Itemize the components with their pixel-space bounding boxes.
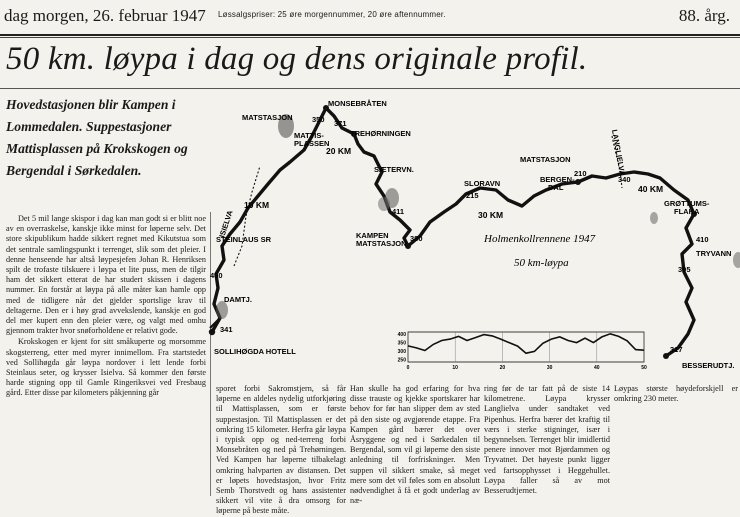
- profile-x-tick-label: 30: [546, 365, 553, 371]
- label-10km: 10 KM: [244, 200, 270, 210]
- paragraph: Krokskogen er kjent for sitt småkuperte og morsomme skogsterreng, etter med myrer innimellom. Fra startstedet ved Sollihøgda går løypa nordover i lett lende forbi Steinlaus seter, og krysser Isielva. Så kommer den første harde stigning opp til Gamle Ringeriksvei ved Fresbaug gård. Etter disse par kilometers påkjenning går: [6, 337, 206, 398]
- profile-x-tick-label: 50: [641, 365, 647, 371]
- elevation-label: 350: [312, 115, 325, 124]
- elevation-label: 400: [210, 271, 223, 280]
- profile-x-tick-label: 10: [452, 365, 458, 371]
- label-mattisplassen-2: PLASSEN: [294, 139, 330, 148]
- profile-x-tick-label: 0: [406, 365, 410, 371]
- profile-x-tick-label: 20: [499, 365, 506, 371]
- label-sollihogda: SOLLIHØGDA HOTELL: [214, 347, 296, 356]
- station-marker: [663, 353, 669, 359]
- profile-y-tick-label: 350: [397, 340, 406, 347]
- label-bergendal-2: DAL: [548, 183, 564, 192]
- elevation-label: 340: [618, 175, 631, 184]
- route-map: [208, 96, 740, 380]
- article-column-2: Han skulle ha god erfaring for hva disse trauste og kjekke sportskarer har behov for før han slipper dem av sted på den siste og avgjørende etappe. Fra Kampen gård bærer det over Åsryggene og ned i Sørkedalen til Bergendal, som vil gi løperne den siste anledning til forfriskninger. Men suppen vil sikkert smake, så meget mere som det vil føles som en absolutt nødvendighet å få et godt underlag av næ-: [350, 384, 480, 506]
- elevation-label: 410: [696, 235, 709, 244]
- lake-shape: [378, 197, 390, 211]
- profile-x-tick-label: 40: [594, 365, 600, 371]
- masthead-rule: [0, 37, 740, 38]
- elevation-label: 317: [670, 345, 683, 354]
- elevation-label: 380: [410, 234, 423, 243]
- profile-y-tick-label: 300: [397, 349, 406, 355]
- label-matstasjon-3: MATSTASJON: [520, 155, 571, 164]
- label-grottums-2: FLAKA: [674, 207, 700, 216]
- station-marker: [209, 329, 215, 335]
- label-40km: 40 KM: [638, 184, 664, 194]
- masthead-year: 88. årg.: [678, 6, 730, 25]
- label-steinlaus: STEINLAUS SR: [216, 235, 272, 244]
- elevation-label: 341: [220, 325, 233, 334]
- headline: 50 km. løypa i dag og dens originale profil.: [6, 41, 588, 77]
- label-matstasjon-1: MATSTASJON: [242, 113, 293, 122]
- paragraph: Det 5 mil lange skispor i dag kan man godt si er blitt noe av en overraskelse, kanskje ikke minst for løperne selv. Det store skipublikum hadde sikkert regnet med Kikutstua som det sentrale samlingspunkt i terrenget, slik som det pleier. I denne henseende har altså løypesjefen Johan R. Henriksen spilt de trofaste tilskuere i løypa et lite puss, men de tilgir ham det sikkert etterat de har studert skissen i dagens nummer. En forstår at løypa på alle måter kan hamle opp med de tidligere når det gjelder sportslige krav til deltagerne. Den er i høy grad avvekslende, kanskje en god del mer kupert enn den pleier være, og valgt med omhu gjennom trakter hvor snøforholdene er relativt gode.: [6, 214, 206, 336]
- map-title: Holmenkollrennene 1947: [484, 233, 596, 245]
- label-monsebraten: MONSEBRÅTEN: [328, 99, 387, 108]
- elevation-label: 395: [678, 265, 691, 274]
- river-line: [234, 166, 260, 266]
- label-30km: 30 KM: [478, 210, 504, 220]
- profile-y-tick-label: 250: [397, 357, 406, 364]
- label-saetervn: SÆTERVN.: [374, 165, 414, 174]
- station-marker: [575, 179, 581, 185]
- elevation-label: 210: [574, 169, 587, 178]
- label-damtj: DAMTJ.: [224, 295, 252, 304]
- label-matstasjon-2: MATSTASJON: [356, 239, 407, 248]
- label-mattisplassen-1: MATTIS-: [294, 131, 324, 140]
- label-20km: 20 KM: [326, 146, 352, 156]
- map-subtitle: 50 km-løypa: [514, 257, 569, 269]
- elevation-label: 371: [334, 119, 347, 128]
- label-besserudtj: BESSERUDTJ.: [682, 361, 735, 370]
- elevation-label: 215: [466, 191, 479, 200]
- label-bergendal-1: BERGEN-: [540, 175, 575, 184]
- lake-shape: [650, 212, 658, 224]
- label-langlielva: LANGLIELVA: [610, 128, 628, 177]
- profile-y-tick-label: 400: [397, 332, 406, 338]
- label-isielva: ISIELVA: [217, 209, 235, 239]
- headline-rule: [0, 88, 740, 89]
- label-tryvann: TRYVANN: [696, 249, 732, 258]
- elevation-label: 411: [392, 207, 405, 216]
- subheadline: Hovedstasjonen blir Kampen i Lommedalen. Suppestasjoner Mattisplassen på Krokskogen og Bergendal i Sørkedalen.: [6, 97, 188, 178]
- article-column-3: ring før de tar fatt på de siste 14 kilometrene. Løypa krysser Langlielva under sandtaket ved Pipenhus. Herfra bærer det kraftig til værs i sterke stigninger, især i begynnelsen. Terrenget blir imidlertid penere innover mot Bjørdammen og Tryvatnet. Det høyeste punkt ligger ved fartsopphysset i Heggehullet. Løypa faller så av mot Besserudtjernet.: [484, 384, 610, 496]
- article-column-1: sporet forbi Sakromstjern, så får løperne en aldeles nydelig utforkjøring til Mattisplassen, som er første suppestasjon. Til Mattisplassen er det omkring 15 kilometer. Herfra går løypa i typisk opp og ned-terreng forbi Monsebråten og ned på Trehørningen. Ved Kampen har løperne tilbakelagt omkring halvparten av distansen. Det er løpets hovedstasjon, hvor Fritz Semb Thorstvedt og hans assistenter sikkert vil vite å dra omsorg for løperne på beste måte.: [216, 384, 346, 516]
- masthead-prices: Løssalgspriser: 25 øre morgennummer, 20 øre aftennummer.: [218, 10, 446, 19]
- article-column-4: Løypas største høydeforskjell er omkring 230 meter.: [614, 384, 738, 404]
- article-body-left: [6, 214, 206, 400]
- elevation-profile: [398, 332, 647, 371]
- masthead-date: dag morgen, 26. februar 1947: [4, 6, 206, 25]
- label-slorav: SLORAVN: [464, 179, 501, 188]
- label-trehorningen: TREHØRNINGEN: [350, 129, 411, 138]
- label-kampen: KAMPEN: [356, 231, 389, 240]
- lake-shape: [733, 252, 740, 268]
- label-grottums-1: GRØTTUMS-: [664, 199, 710, 208]
